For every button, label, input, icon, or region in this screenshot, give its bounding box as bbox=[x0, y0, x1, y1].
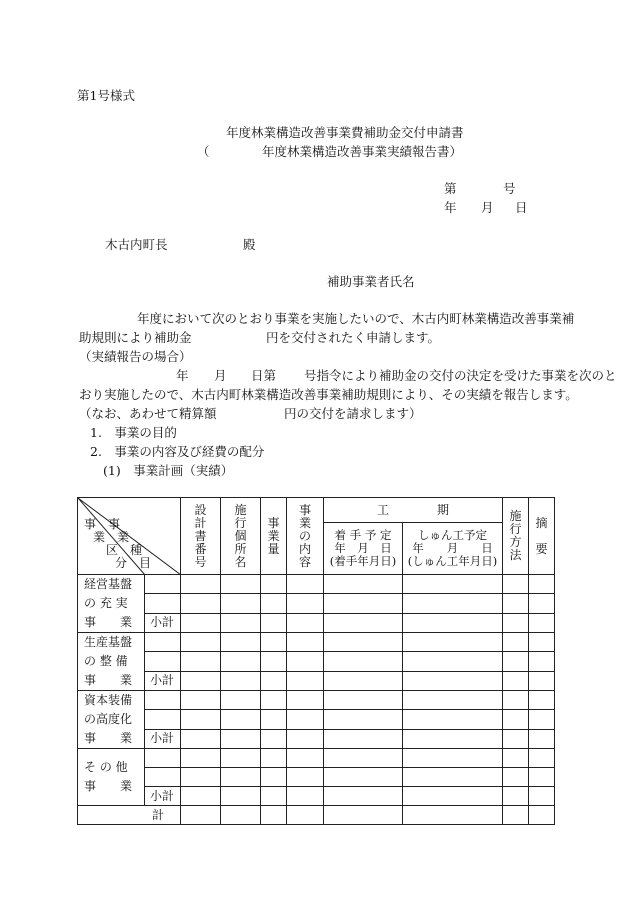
table-cell bbox=[221, 594, 261, 613]
table-cell bbox=[529, 691, 555, 710]
table-cell bbox=[324, 768, 403, 787]
table-cell bbox=[145, 633, 181, 652]
table-cell bbox=[221, 710, 261, 729]
table-cell bbox=[324, 691, 403, 710]
form-label: 第1号様式 bbox=[77, 88, 135, 103]
header-jigyoryo bbox=[261, 498, 287, 575]
document-title: 年度林業構造改善事業費補助金交付申請書 bbox=[226, 125, 464, 140]
table-cell bbox=[324, 613, 403, 632]
table-cell bbox=[529, 613, 555, 632]
table-cell bbox=[529, 787, 555, 806]
subtitle-open-paren: （ bbox=[197, 144, 210, 159]
table-cell bbox=[221, 633, 261, 652]
table-cell bbox=[221, 787, 261, 806]
table-cell bbox=[287, 710, 324, 729]
subtotal-label: 小計 bbox=[145, 613, 181, 632]
paragraph-2-month: 月 bbox=[214, 368, 227, 383]
table-cell bbox=[145, 575, 181, 594]
table-cell bbox=[181, 729, 221, 748]
header-char bbox=[529, 530, 554, 543]
table-cell bbox=[261, 768, 287, 787]
report-case-label: （実績報告の場合） bbox=[79, 349, 192, 364]
table-cell bbox=[287, 671, 324, 690]
table-cell bbox=[287, 652, 324, 671]
header-char: 計 bbox=[194, 515, 207, 530]
table-cell bbox=[324, 787, 403, 806]
header-char: 番 bbox=[194, 541, 207, 556]
date-day: 日 bbox=[515, 200, 528, 215]
table-cell bbox=[287, 787, 324, 806]
header-char: 着 手 予 定 bbox=[334, 528, 392, 542]
addressee-honorific: 殿 bbox=[243, 237, 256, 252]
table-cell bbox=[221, 768, 261, 787]
table-cell bbox=[261, 806, 287, 825]
table-cell bbox=[261, 787, 287, 806]
table-cell bbox=[221, 575, 261, 594]
table-cell bbox=[287, 806, 324, 825]
table-cell bbox=[324, 749, 403, 768]
table-cell bbox=[145, 710, 181, 729]
table-cell bbox=[145, 749, 181, 768]
header-char: 年 月 日 bbox=[334, 541, 392, 555]
table-cell bbox=[529, 806, 555, 825]
table-cell bbox=[261, 575, 287, 594]
table-cell bbox=[287, 633, 324, 652]
subtotal-label: 小計 bbox=[145, 671, 181, 690]
total-label: 計 bbox=[78, 806, 181, 825]
table-cell bbox=[403, 806, 503, 825]
table-cell bbox=[503, 691, 529, 710]
table-cell bbox=[403, 768, 503, 787]
table-cell bbox=[181, 671, 221, 690]
table-cell bbox=[324, 652, 403, 671]
table-cell bbox=[181, 633, 221, 652]
table-cell bbox=[529, 729, 555, 748]
header-char: 施 bbox=[234, 502, 247, 517]
table-cell bbox=[529, 652, 555, 671]
table-cell bbox=[503, 633, 529, 652]
paragraph-2-line-2: おり実施したので、木古内町林業構造改善事業補助規則により、その実績を報告します。 bbox=[79, 387, 578, 402]
subtotal-label: 小計 bbox=[145, 729, 181, 748]
corner-jigyo: 事 事 bbox=[84, 517, 121, 531]
category-seisan-kiban bbox=[78, 633, 145, 691]
table-cell bbox=[261, 671, 287, 690]
table-cell bbox=[261, 594, 287, 613]
table-cell bbox=[529, 768, 555, 787]
table-cell bbox=[403, 594, 503, 613]
header-char: の 整 備 bbox=[84, 654, 128, 668]
corner-header bbox=[78, 498, 181, 575]
table-cell bbox=[261, 749, 287, 768]
table-cell bbox=[529, 633, 555, 652]
header-jigyo-naiyo bbox=[287, 498, 324, 575]
header-char: 要 bbox=[535, 541, 548, 556]
paragraph-2-day: 日第 bbox=[251, 368, 277, 383]
paragraph-3a: （なお、あわせて精算額 bbox=[79, 406, 217, 421]
item-1: 1. 事業の目的 bbox=[90, 425, 177, 440]
table-cell bbox=[529, 594, 555, 613]
paragraph-2-rest: 号指令により補助金の交付の決定を受けた事業を次のと bbox=[304, 368, 617, 383]
table-cell bbox=[503, 671, 529, 690]
subtotal-label: 小計 bbox=[145, 787, 181, 806]
header-char: そ の 他 bbox=[84, 760, 128, 774]
table-cell bbox=[287, 749, 324, 768]
header-seko-basho bbox=[221, 498, 261, 575]
header-char: 内 bbox=[298, 541, 311, 556]
doc-number-go: 号 bbox=[503, 181, 516, 196]
table-cell bbox=[503, 710, 529, 729]
table-cell bbox=[503, 613, 529, 632]
item-2: 2. 事業の内容及び経費の配分 bbox=[90, 444, 265, 459]
header-char: (着手年月日) bbox=[329, 554, 397, 568]
table-cell bbox=[261, 691, 287, 710]
category-sonota bbox=[78, 749, 145, 806]
date-month: 月 bbox=[481, 200, 494, 215]
doc-number-dai: 第 bbox=[444, 181, 457, 196]
table-cell bbox=[324, 671, 403, 690]
table-cell bbox=[403, 613, 503, 632]
table-cell bbox=[287, 594, 324, 613]
item-2-1: (1) 事業計画（実績） bbox=[103, 463, 234, 478]
table-cell bbox=[503, 806, 529, 825]
header-char: 書 bbox=[194, 528, 207, 543]
paragraph-1-line-1: 年度において次のとおり事業を実施したいので、木古内町林業構造改善事業補 bbox=[137, 311, 575, 326]
header-char: 生産基盤 bbox=[84, 635, 133, 649]
table-cell bbox=[403, 691, 503, 710]
table-cell bbox=[529, 671, 555, 690]
table-cell bbox=[261, 652, 287, 671]
table-cell bbox=[145, 652, 181, 671]
table-cell bbox=[529, 710, 555, 729]
header-char: 事 業 bbox=[84, 673, 133, 687]
category-shihon-sobi bbox=[78, 691, 145, 749]
table-cell bbox=[221, 691, 261, 710]
table-cell bbox=[503, 749, 529, 768]
header-char: 名 bbox=[234, 554, 247, 569]
table-cell bbox=[403, 749, 503, 768]
table-cell bbox=[503, 768, 529, 787]
header-char: 容 bbox=[298, 554, 311, 569]
table-cell bbox=[287, 575, 324, 594]
table-cell bbox=[503, 652, 529, 671]
header-char: 所 bbox=[234, 541, 247, 556]
header-char: 事 bbox=[267, 515, 280, 530]
table-cell bbox=[181, 806, 221, 825]
header-char: 法 bbox=[509, 548, 522, 562]
header-char: 号 bbox=[194, 554, 207, 569]
table-cell bbox=[221, 652, 261, 671]
paragraph-1-line-2a: 助規則により補助金 bbox=[79, 330, 192, 345]
header-char: 方 bbox=[509, 535, 522, 549]
header-sekkei-bango bbox=[181, 498, 221, 575]
table-cell bbox=[261, 613, 287, 632]
table-cell bbox=[287, 768, 324, 787]
table-cell bbox=[503, 787, 529, 806]
table-cell bbox=[181, 749, 221, 768]
table-cell bbox=[503, 729, 529, 748]
table-cell bbox=[324, 594, 403, 613]
table-cell bbox=[181, 652, 221, 671]
header-char: 個 bbox=[234, 528, 247, 543]
addressee-name: 木古内町長 bbox=[105, 237, 168, 252]
header-char: 摘 bbox=[535, 515, 548, 530]
table-cell bbox=[403, 633, 503, 652]
paragraph-2-year: 年 bbox=[176, 368, 189, 383]
header-char: の高度化 bbox=[84, 712, 133, 726]
header-char: 設 bbox=[194, 502, 207, 517]
table-cell bbox=[145, 768, 181, 787]
table-cell bbox=[261, 710, 287, 729]
table-cell bbox=[181, 710, 221, 729]
table-cell bbox=[181, 691, 221, 710]
table-cell bbox=[145, 691, 181, 710]
corner-bun-moku: 分 目 bbox=[115, 556, 152, 570]
table-cell bbox=[529, 575, 555, 594]
table-cell bbox=[403, 575, 503, 594]
header-koki: 工 期 bbox=[324, 498, 503, 523]
applicant-label: 補助事業者氏名 bbox=[327, 274, 415, 289]
table-cell bbox=[324, 806, 403, 825]
table-cell bbox=[324, 729, 403, 748]
table-cell bbox=[261, 633, 287, 652]
table-cell bbox=[529, 749, 555, 768]
table-cell bbox=[403, 671, 503, 690]
header-char: 事 業 bbox=[84, 779, 133, 793]
header-seko-hoho bbox=[503, 498, 529, 575]
table-cell bbox=[287, 729, 324, 748]
header-char: 施 bbox=[509, 509, 522, 523]
table-cell bbox=[221, 749, 261, 768]
header-char: 業 bbox=[298, 515, 311, 530]
header-char: 経営基盤 bbox=[84, 577, 133, 591]
table-cell bbox=[287, 691, 324, 710]
header-tekiyo bbox=[529, 498, 555, 575]
table-cell bbox=[181, 594, 221, 613]
table-cell bbox=[181, 768, 221, 787]
header-char: しゅん工予定 bbox=[418, 528, 487, 542]
header-char: 行 bbox=[234, 515, 247, 530]
table-cell bbox=[403, 710, 503, 729]
paragraph-1-line-2b: 円を交付されたく申請します。 bbox=[266, 330, 441, 345]
table-cell bbox=[221, 613, 261, 632]
header-char: 事 bbox=[298, 502, 311, 517]
header-char: 事 業 bbox=[84, 731, 133, 745]
table-cell bbox=[181, 787, 221, 806]
table-cell bbox=[287, 613, 324, 632]
header-char: 業 bbox=[267, 528, 280, 543]
table-cell bbox=[403, 729, 503, 748]
header-char: 事 業 bbox=[84, 615, 133, 629]
table-cell bbox=[221, 806, 261, 825]
header-char: 年 月 日 bbox=[412, 541, 493, 555]
table-cell bbox=[503, 594, 529, 613]
header-shunko-yotei bbox=[403, 523, 503, 575]
table-cell bbox=[221, 671, 261, 690]
table-cell bbox=[145, 594, 181, 613]
category-keiei-kiban bbox=[78, 575, 145, 633]
table-cell bbox=[324, 575, 403, 594]
table-cell bbox=[181, 575, 221, 594]
table-cell bbox=[221, 729, 261, 748]
corner-ku-shu: 区 種 bbox=[106, 543, 143, 557]
document-subtitle: 年度林業構造改善事業実績報告書） bbox=[262, 144, 463, 159]
header-chakushu-yotei bbox=[324, 523, 403, 575]
table-cell bbox=[403, 652, 503, 671]
table-cell bbox=[261, 729, 287, 748]
header-char: 量 bbox=[267, 541, 280, 556]
header-char: の 充 実 bbox=[84, 596, 128, 610]
date-year: 年 bbox=[444, 200, 457, 215]
project-plan-table bbox=[77, 497, 555, 825]
table-cell bbox=[324, 633, 403, 652]
table-cell bbox=[324, 710, 403, 729]
paragraph-3b: 円の交付を請求します） bbox=[284, 406, 422, 421]
header-char: 資本装備 bbox=[84, 693, 133, 707]
table-cell bbox=[181, 613, 221, 632]
header-char: の bbox=[298, 528, 311, 543]
corner-gyo: 業 業 bbox=[93, 530, 130, 544]
table-cell bbox=[403, 787, 503, 806]
header-char: (しゅん工年月日) bbox=[407, 554, 498, 568]
header-char: 行 bbox=[509, 522, 522, 536]
table-cell bbox=[503, 575, 529, 594]
